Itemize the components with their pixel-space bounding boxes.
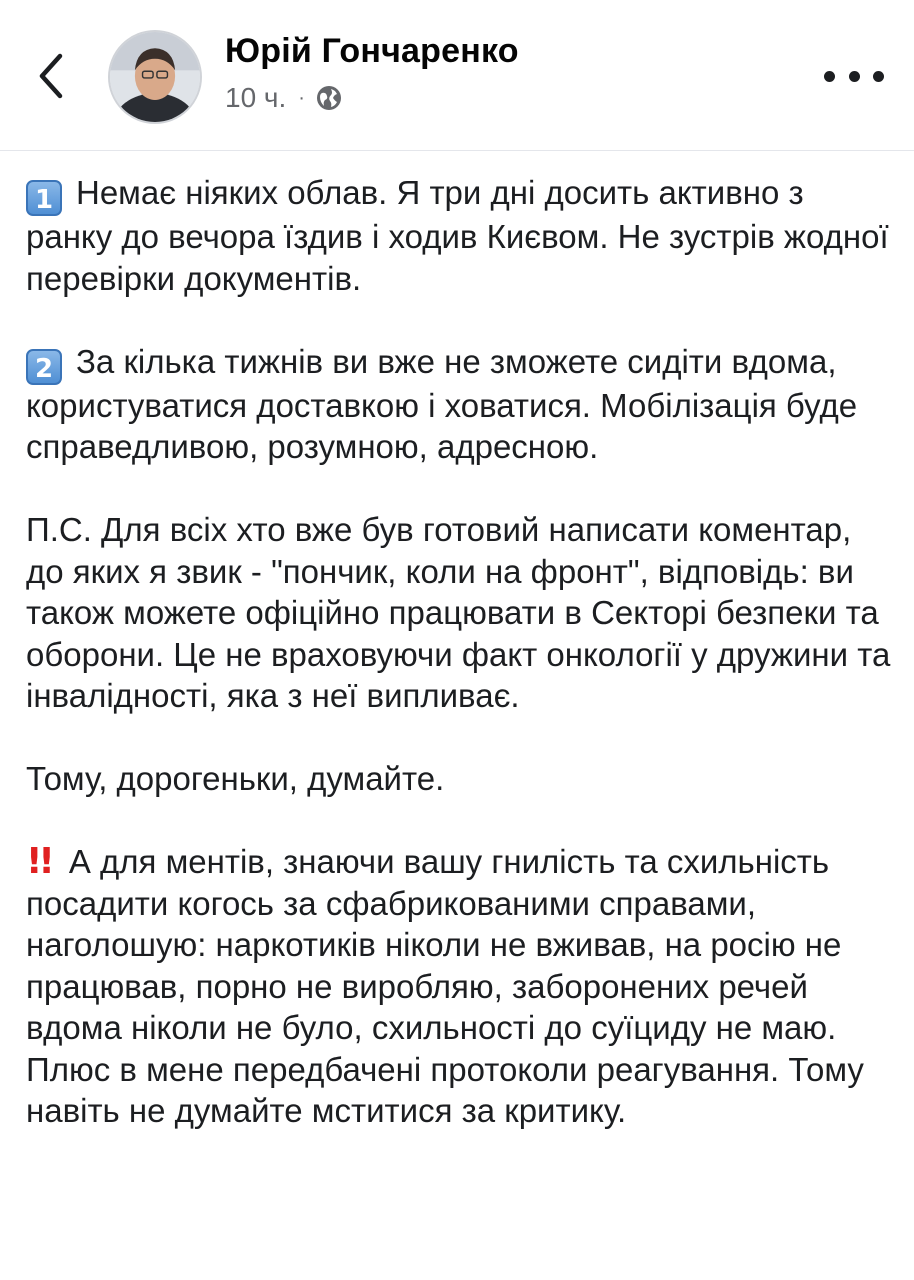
avatar[interactable] [108, 30, 202, 124]
keycap-one-icon: 1 [26, 180, 62, 216]
meta-separator: · [298, 86, 305, 109]
more-dots-icon [873, 71, 884, 82]
double-exclamation-icon: !! [26, 841, 51, 882]
post-meta [225, 80, 343, 116]
paragraph-text: За кілька тижнів ви вже не зможете сидіти вдома, користуватися доставкою і ховатися. Мобілізація буде справедливою, розумною, адресною. [26, 342, 858, 465]
more-dots-icon [849, 71, 860, 82]
post-paragraph-3 [26, 509, 896, 717]
keycap-two-icon: 2 [26, 349, 62, 385]
avatar-photo [110, 32, 200, 122]
paragraph-text: Немає ніяких облав. Я три дні досить активно з ранку до вечора їздив і ходив Києвом. Не зустрів жодної перевірки документів. [26, 174, 889, 297]
paragraph-text: А для ментів, знаючи вашу гнилість та схильність посадити когось за сфабрикованими справами, наголошую: наркотиків ніколи не вживав, на росію не працював, порно не виробляю, заборонених речей вдома ніколи не було, схильності до суїциду не маю. Плюс в мене передбачені протоколи реагування. Тому навіть не думайте мститися за критику. [26, 843, 864, 1129]
more-dots-icon [824, 71, 835, 82]
more-options-button[interactable] [824, 58, 884, 94]
paragraph-text: Тому, дорогеньки, думайте. [26, 760, 445, 797]
post-body [26, 172, 896, 1132]
author-name[interactable]: Юрій Гончаренко [225, 32, 519, 70]
post-time[interactable]: 10 ч. [225, 82, 287, 113]
post-paragraph-4 [26, 758, 896, 800]
post-paragraph-2 [26, 341, 896, 468]
chevron-left-icon [30, 48, 74, 104]
post-paragraph-5 [26, 841, 896, 1132]
globe-icon[interactable] [315, 84, 343, 112]
paragraph-text: П.С. Для всіх хто вже був готовий написати коментар, до яких я звик - "пончик, коли на фронт", відповідь: ви також можете офіційно працювати в Секторі безпеки та оборони. Це не враховуючи факт онкології у дружини та інвалідності, яка з неї випливає. [26, 511, 891, 714]
post-paragraph-1 [26, 172, 896, 299]
back-button[interactable] [30, 48, 74, 104]
post-header [0, 0, 914, 151]
